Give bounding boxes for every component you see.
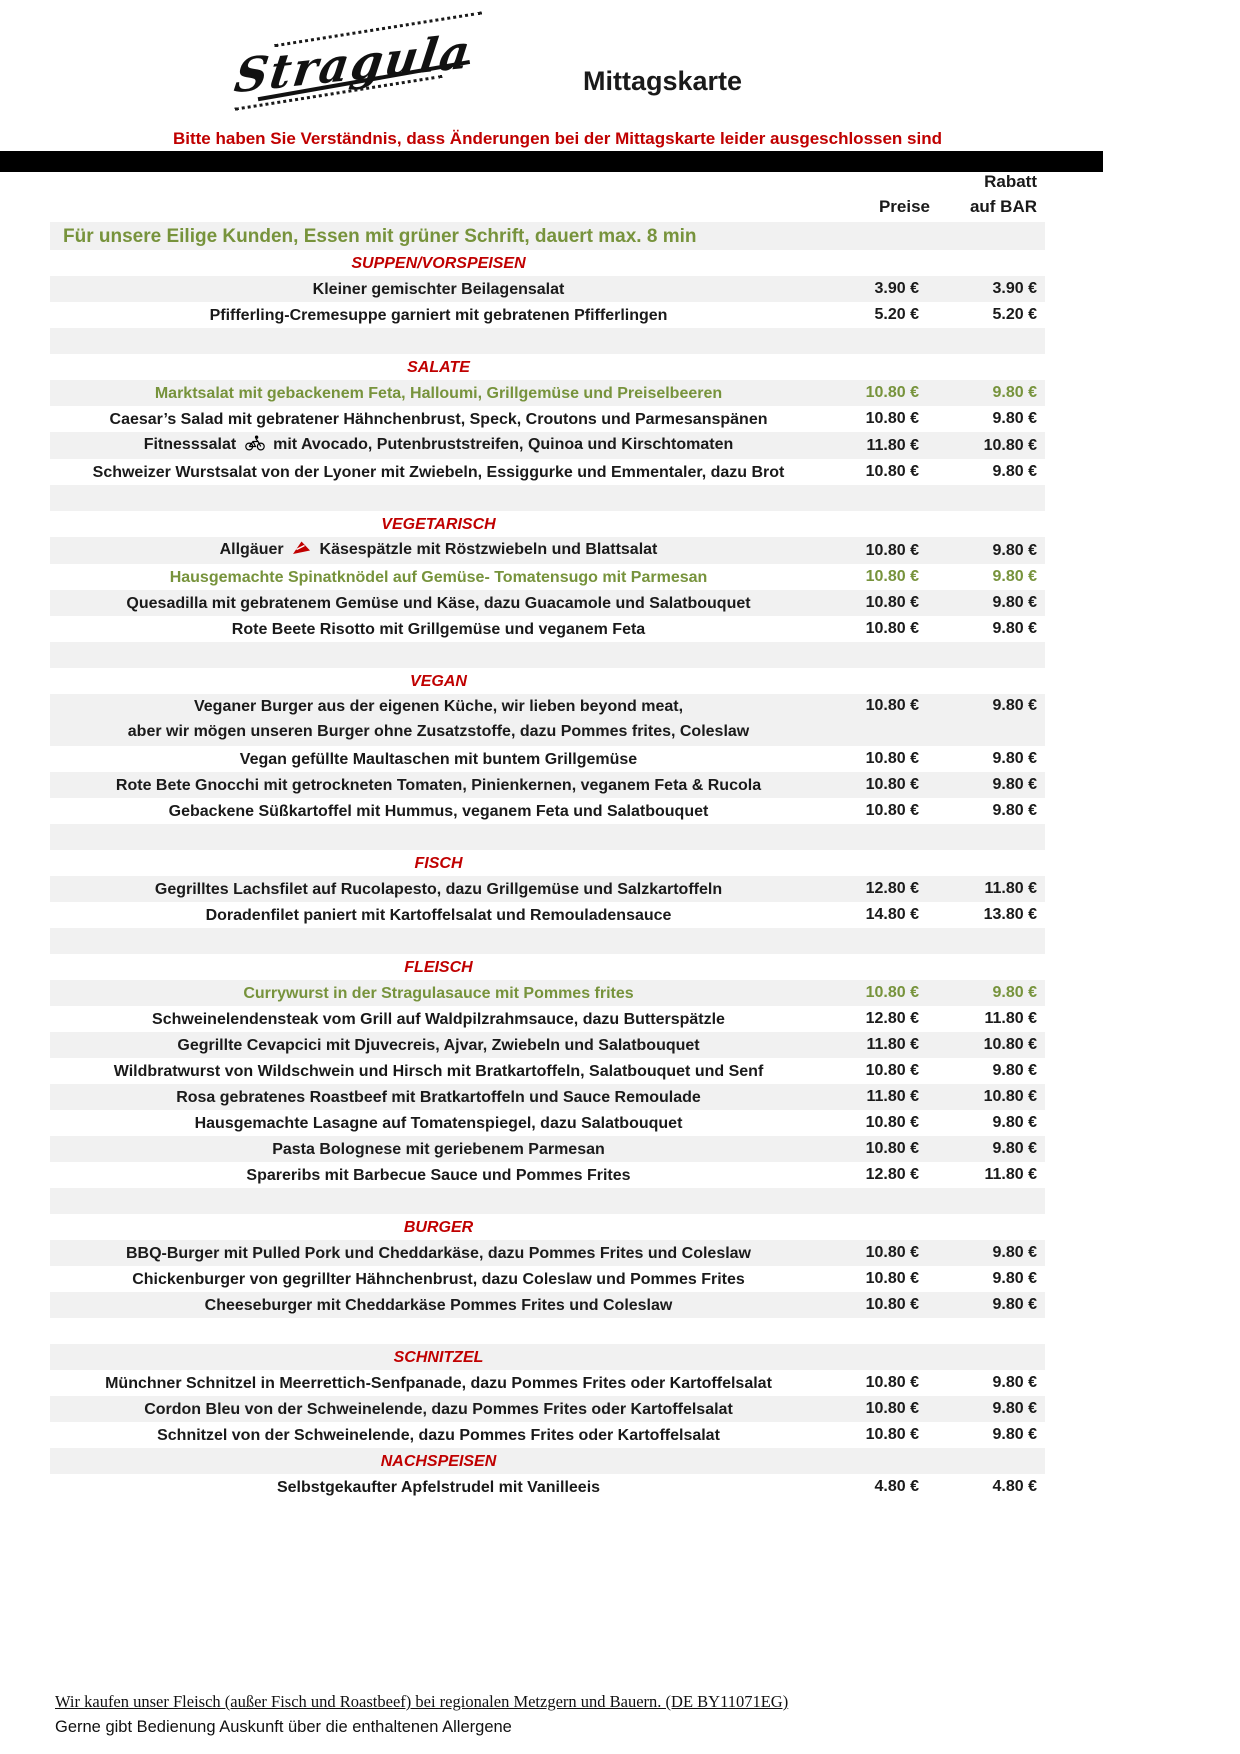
item-name: Currywurst in der Stragulasauce mit Pommes frites — [243, 984, 634, 1002]
item-discount: 10.80 € — [983, 1088, 1037, 1105]
menu-item-row — [50, 1370, 1045, 1396]
spacer-row — [50, 485, 1045, 511]
menu-item-row — [50, 1474, 1045, 1500]
item-name: Wildbratwurst von Wildschwein und Hirsch mit Bratkartoffeln, Salatbouquet und Senf — [113, 1062, 764, 1080]
restaurant-logo — [222, 16, 498, 137]
item-price: 10.80 € — [865, 568, 919, 585]
logo-text: Stragula — [231, 23, 476, 104]
item-name: Schnitzel von der Schweinelende, dazu Pommes Frites oder Kartoffelsalat — [157, 1426, 720, 1444]
menu-item-row — [50, 1084, 1045, 1110]
item-discount: 4.80 € — [992, 1478, 1037, 1495]
item-price: 10.80 € — [865, 594, 919, 611]
section-title: BURGER — [403, 1218, 474, 1236]
item-discount: 3.90 € — [992, 280, 1037, 297]
item-name: Spareribs mit Barbecue Sauce und Pommes Frites — [246, 1166, 631, 1184]
item-price: 3.90 € — [874, 280, 919, 297]
item-name: Rote Beete Risotto mit Grillgemüse und veganem Feta — [231, 620, 646, 638]
spacer-row — [50, 928, 1045, 954]
footer-allergen-line: Gerne gibt Bedienung Auskunft über die enthaltenen Allergene — [55, 1718, 512, 1736]
menu-item-row — [50, 1136, 1045, 1162]
item-discount: 9.80 € — [992, 384, 1037, 401]
section-title: FISCH — [414, 854, 463, 872]
item-name: Schweinelendensteak vom Grill auf Waldpilzrahmsauce, dazu Butterspätzle — [152, 1010, 725, 1028]
item-price: 10.80 € — [865, 1140, 919, 1157]
menu-item-row — [50, 1110, 1045, 1136]
menu-item-row — [50, 694, 1045, 746]
item-price: 10.80 € — [865, 1374, 919, 1391]
spacer-row — [50, 1188, 1045, 1214]
section-header-row — [50, 1344, 1045, 1370]
menu-table — [50, 222, 1045, 1500]
item-discount: 9.80 € — [992, 1114, 1037, 1131]
item-price: 10.80 € — [865, 984, 919, 1001]
menu-item-row — [50, 1032, 1045, 1058]
item-discount: 9.80 € — [992, 697, 1037, 714]
menu-item-row — [50, 564, 1045, 590]
spacer-row — [50, 328, 1045, 354]
section-title: NACHSPEISEN — [380, 1452, 497, 1470]
item-price: 10.80 € — [865, 1400, 919, 1417]
section-title: SCHNITZEL — [393, 1348, 484, 1366]
item-name-pre: Allgäuer — [219, 541, 289, 558]
item-name: Marktsalat mit gebackenem Feta, Halloumi, Grillgemüse und Preiselbeeren — [154, 384, 723, 402]
section-header-row — [50, 250, 1045, 276]
item-price: 10.80 € — [865, 1296, 919, 1313]
item-price: 10.80 € — [865, 802, 919, 819]
item-name-line2: aber wir mögen unseren Burger ohne Zusatzstoffe, dazu Pommes frites, Coleslaw — [127, 723, 750, 740]
item-discount: 9.80 € — [992, 1426, 1037, 1443]
menu-item-row — [50, 380, 1045, 406]
item-price: 10.80 € — [865, 1426, 919, 1443]
menu-item-row — [50, 746, 1045, 772]
item-discount: 11.80 € — [984, 1010, 1037, 1027]
menu-item-row — [50, 302, 1045, 328]
item-price: 10.80 € — [865, 410, 919, 427]
item-discount: 9.80 € — [992, 802, 1037, 819]
item-name: Pasta Bolognese mit geriebenem Parmesan — [272, 1140, 605, 1158]
item-discount: 9.80 € — [992, 1244, 1037, 1261]
menu-item-row — [50, 276, 1045, 302]
item-price: 11.80 € — [866, 436, 919, 454]
item-discount: 9.80 € — [992, 1140, 1037, 1157]
menu-item-row — [50, 459, 1045, 485]
item-price: 10.80 € — [865, 1062, 919, 1079]
item-discount: 13.80 € — [983, 906, 1037, 923]
item-discount: 9.80 € — [992, 1270, 1037, 1287]
item-discount: 9.80 € — [992, 1062, 1037, 1079]
section-title: VEGETARISCH — [381, 515, 496, 533]
spacer-row — [50, 824, 1045, 850]
fast-food-note-row — [50, 222, 1045, 250]
menu-item-row — [50, 1006, 1045, 1032]
item-name: Kleiner gemischter Beilagensalat — [312, 280, 565, 298]
menu-item-row — [50, 406, 1045, 432]
item-discount: 9.80 € — [992, 1374, 1037, 1391]
item-price: 10.80 € — [865, 620, 919, 637]
section-header-row — [50, 1214, 1045, 1240]
item-name: Gegrillte Cevapcici mit Djuvecreis, Ajvar, Zwiebeln und Salatbouquet — [177, 1036, 700, 1054]
item-discount: 9.80 € — [992, 984, 1037, 1001]
item-name: Schweizer Wurstsalat von der Lyoner mit Zwiebeln, Essiggurke und Emmentaler, dazu Brot — [92, 463, 785, 481]
menu-item-row — [50, 616, 1045, 642]
page-title: Mittagskarte — [583, 66, 743, 96]
item-price: 10.80 € — [865, 697, 919, 714]
item-discount: 9.80 € — [992, 1400, 1037, 1417]
menu-item-row — [50, 902, 1045, 928]
item-discount: 9.80 € — [992, 463, 1037, 480]
item-price: 12.80 € — [865, 1010, 919, 1027]
menu-item-row — [50, 1162, 1045, 1188]
section-header-row — [50, 668, 1045, 694]
item-name: Rosa gebratenes Roastbeef mit Bratkartoffeln und Sauce Remoulade — [176, 1088, 701, 1106]
item-price: 10.80 € — [865, 463, 919, 480]
item-name — [50, 694, 827, 744]
item-price: 4.80 € — [874, 1478, 919, 1495]
section-title: SUPPEN/VORSPEISEN — [351, 254, 526, 272]
menu-item-row — [50, 772, 1045, 798]
item-name: Gegrilltes Lachsfilet auf Rucolapesto, dazu Grillgemüse und Salzkartoffeln — [154, 880, 723, 898]
item-discount: 9.80 € — [992, 620, 1037, 637]
menu-item-row — [50, 876, 1045, 902]
item-price: 12.80 € — [865, 1166, 919, 1183]
menu-item-row — [50, 590, 1045, 616]
menu-item-row — [50, 1240, 1045, 1266]
item-name: Vegan gefüllte Maultaschen mit buntem Grillgemüse — [239, 750, 638, 768]
item-discount: 9.80 € — [992, 776, 1037, 793]
column-header-discount-line2: auf BAR — [969, 197, 1037, 216]
item-price: 10.80 € — [865, 541, 919, 559]
divider-bar — [0, 151, 1103, 172]
item-name: Cheeseburger mit Cheddarkäse Pommes Frites und Coleslaw — [204, 1296, 673, 1314]
item-name: Gebackene Süßkartoffel mit Hummus, veganem Feta und Salatbouquet — [168, 802, 709, 820]
menu-item-row — [50, 537, 1045, 564]
item-discount: 11.80 € — [984, 880, 1037, 897]
item-price: 10.80 € — [865, 1244, 919, 1261]
section-header-row — [50, 354, 1045, 380]
item-discount: 10.80 € — [983, 436, 1037, 454]
item-price: 10.80 € — [865, 1114, 919, 1131]
item-name: Chickenburger von gegrillter Hähnchenbrust, dazu Coleslaw und Pommes Frites — [132, 1270, 745, 1288]
section-title: VEGAN — [410, 672, 467, 690]
item-price: 10.80 € — [865, 776, 919, 793]
item-discount: 9.80 € — [992, 750, 1037, 767]
item-name: Caesar’s Salad mit gebratener Hähnchenbrust, Speck, Croutons und Parmesanspänen — [109, 410, 768, 428]
section-header-row — [50, 511, 1045, 537]
menu-item-row — [50, 798, 1045, 824]
spacer-row — [50, 642, 1045, 668]
red-wedge-icon — [292, 539, 311, 564]
item-discount: 5.20 € — [992, 306, 1037, 323]
notice-text: Bitte haben Sie Verständnis, dass Änderungen bei der Mittagskarte leider ausgeschlossen sind — [172, 129, 942, 148]
footer-sourcing-line: Wir kaufen unser Fleisch (außer Fisch und Roastbeef) bei regionalen Metzgern und Bauern. (DE BY11071EG) — [55, 1692, 789, 1711]
item-price: 11.80 € — [866, 1088, 919, 1105]
item-price: 10.80 € — [865, 384, 919, 401]
section-title: FLEISCH — [404, 958, 473, 976]
section-header-row — [50, 1448, 1045, 1474]
menu-item-row — [50, 1292, 1045, 1318]
item-discount: 9.80 € — [992, 594, 1037, 611]
item-discount: 10.80 € — [983, 1036, 1037, 1053]
item-price: 5.20 € — [874, 306, 919, 323]
item-price: 11.80 € — [866, 1036, 919, 1053]
section-header-row — [50, 954, 1045, 980]
menu-item-row — [50, 1396, 1045, 1422]
menu-item-row — [50, 1266, 1045, 1292]
item-price: 10.80 € — [865, 1270, 919, 1287]
item-discount: 9.80 € — [992, 1296, 1037, 1313]
menu-item-row — [50, 1058, 1045, 1084]
item-discount: 9.80 € — [992, 410, 1037, 427]
item-name: Hausgemachte Spinatknödel auf Gemüse- Tomatensugo mit Parmesan — [169, 568, 708, 586]
menu-item-row — [50, 432, 1045, 459]
item-name: Hausgemachte Lasagne auf Tomatenspiegel, dazu Salatbouquet — [194, 1114, 683, 1132]
item-price: 12.80 € — [865, 880, 919, 897]
item-name: Münchner Schnitzel in Meerrettich-Senfpanade, dazu Pommes Frites oder Kartoffelsalat — [105, 1374, 772, 1392]
menu-item-row — [50, 980, 1045, 1006]
item-name-post: mit Avocado, Putenbruststreifen, Quinoa und Kirschtomaten — [268, 436, 734, 453]
item-price: 10.80 € — [865, 750, 919, 767]
column-header-price: Preise — [878, 197, 930, 216]
fast-food-note: Für unsere Eilige Kunden, Essen mit grüner Schrift, dauert max. 8 min — [63, 225, 697, 247]
item-name: Quesadilla mit gebratenem Gemüse und Käse, dazu Guacamole und Salatbouquet — [126, 594, 751, 612]
spacer-row — [50, 1318, 1045, 1344]
bicycle-icon — [245, 434, 265, 459]
item-name-post: Käsespätzle mit Röstzwiebeln und Blattsalat — [315, 541, 658, 558]
item-discount: 9.80 € — [992, 541, 1037, 559]
item-name: BBQ-Burger mit Pulled Pork und Cheddarkäse, dazu Pommes Frites und Coleslaw — [125, 1244, 751, 1262]
item-name — [50, 537, 827, 564]
item-name-pre: Fitnesssalat — [143, 436, 241, 453]
section-title: SALATE — [407, 358, 470, 376]
item-name: Doradenfilet paniert mit Kartoffelsalat und Remouladensauce — [205, 906, 672, 924]
menu-item-row — [50, 1422, 1045, 1448]
item-name: Pfifferling-Cremesuppe garniert mit gebratenen Pfifferlingen — [209, 306, 668, 324]
menu-table-body — [50, 250, 1045, 1500]
item-discount: 9.80 € — [992, 568, 1037, 585]
item-discount: 11.80 € — [984, 1166, 1037, 1183]
item-name: Rote Bete Gnocchi mit getrockneten Tomaten, Pinienkernen, veganem Feta & Rucola — [115, 776, 762, 794]
item-price: 14.80 € — [865, 906, 919, 923]
item-name: Cordon Bleu von der Schweinelende, dazu Pommes Frites oder Kartoffelsalat — [144, 1400, 733, 1418]
item-name — [50, 432, 827, 459]
item-name-line1: Veganer Burger aus der eigenen Küche, wir lieben beyond meat, — [193, 698, 684, 715]
section-header-row — [50, 850, 1045, 876]
item-name: Selbstgekaufter Apfelstrudel mit Vanilleeis — [276, 1478, 601, 1496]
column-header-discount-line1: Rabatt — [984, 172, 1037, 191]
